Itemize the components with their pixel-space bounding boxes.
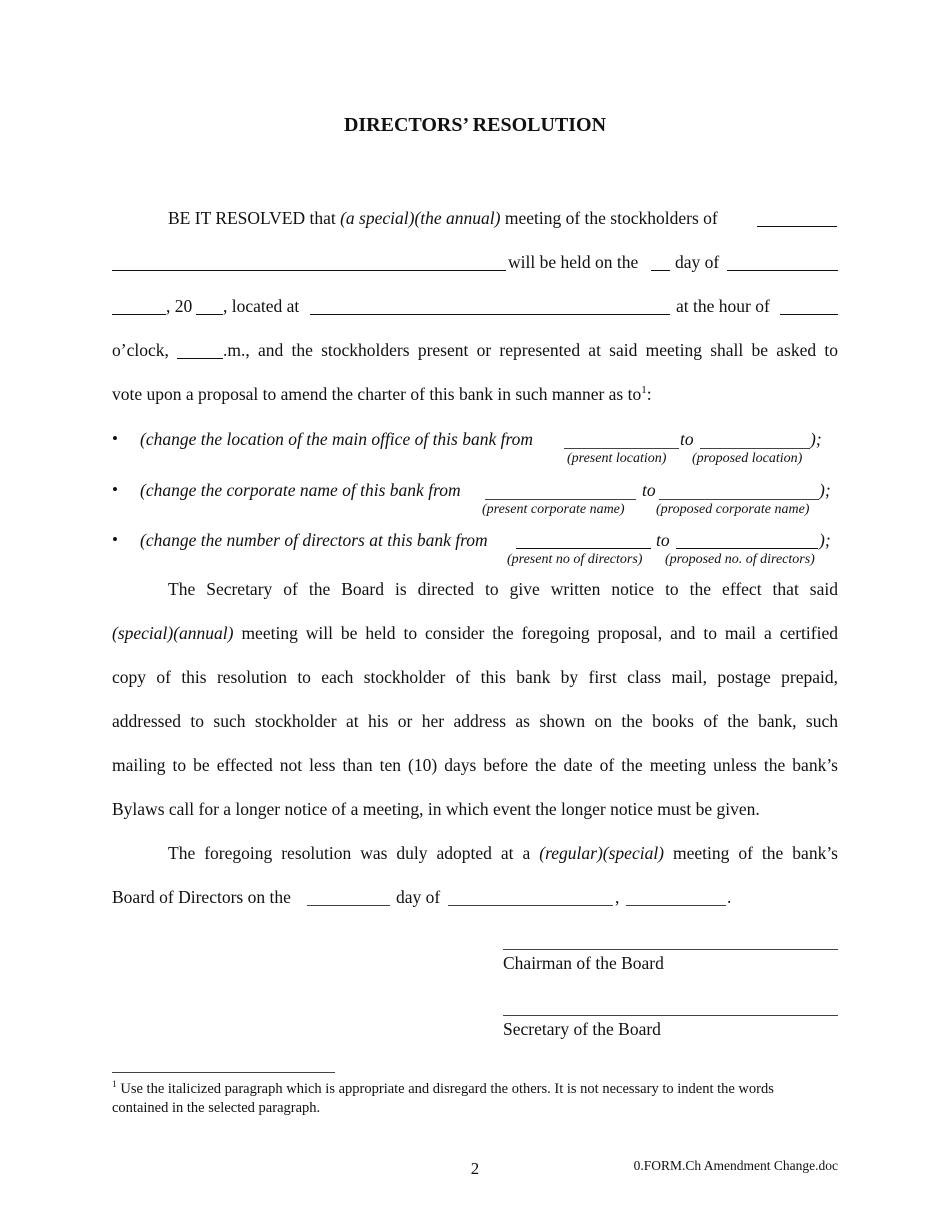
p1-l3b: , located at [223, 296, 300, 316]
caption-proposed-directors: (proposed no. of directors) [665, 552, 815, 567]
secretary-signature-line[interactable] [503, 1015, 838, 1016]
bullet-dot: • [112, 429, 118, 448]
p1-l3c: at the hour of [676, 296, 770, 316]
am-pm-blank[interactable] [177, 358, 223, 359]
proposed-directors-blank[interactable] [676, 548, 818, 549]
p1-line1 [168, 208, 718, 229]
present-name-blank[interactable] [485, 499, 636, 500]
p3-l2a: Board of Directors on the [112, 887, 291, 907]
bullet-3-text: (change the number of directors at this bank from [140, 530, 488, 550]
location-blank[interactable] [310, 314, 670, 315]
bullet-dot: • [112, 530, 118, 549]
day-blank[interactable] [651, 270, 670, 271]
bullet-2-to: to [642, 480, 656, 500]
p1-l1c: meeting of the stockholders of [500, 208, 718, 228]
proposed-name-blank[interactable] [659, 499, 819, 500]
proposed-location-blank[interactable] [700, 448, 810, 449]
p1-l2a: will be held on the [508, 252, 639, 272]
p1-l1a: BE IT RESOLVED that [168, 208, 341, 228]
bullet-1-to: to [680, 429, 694, 449]
footer-filename: 0.FORM.Ch Amendment Change.doc [633, 1158, 838, 1173]
p3-l2b: day of [396, 887, 441, 907]
page-number: 2 [470, 1159, 480, 1178]
caption-present-name: (present corporate name) [482, 502, 625, 517]
p2-line1: The Secretary of the Board is directed to give written notice to the effect that said [168, 579, 838, 599]
caption-present-location: (present location) [567, 451, 667, 466]
caption-proposed-name: (proposed corporate name) [656, 502, 810, 517]
footnote-line1 [112, 1080, 774, 1098]
chairman-signature-line[interactable] [503, 949, 838, 950]
present-directors-blank[interactable] [516, 548, 651, 549]
hour-blank[interactable] [780, 314, 838, 315]
caption-proposed-location: (proposed location) [692, 451, 803, 466]
bullet-3-to: to [656, 530, 670, 550]
adopted-month-blank[interactable] [448, 905, 613, 906]
p1-l1b: (a special)(the annual) [340, 208, 501, 228]
chairman-label: Chairman of the Board [503, 953, 664, 973]
p3-l1b: (regular)(special) [539, 843, 665, 863]
p1-line5 [112, 384, 652, 405]
document-title: DIRECTORS’ RESOLUTION [343, 114, 607, 136]
adopted-day-blank[interactable] [307, 905, 390, 906]
bullet-1-text: (change the location of the main office of this bank from [140, 429, 534, 449]
bank-name-blank-1[interactable] [757, 226, 837, 227]
bullet-1-end: ); [810, 429, 822, 449]
footnote-ref: 1 [641, 384, 647, 397]
p1-l4b: .m., and the stockholders present or represented at said meeting shall be asked to [223, 340, 838, 360]
p1-l3a: , 20 [166, 296, 193, 316]
p3-l1c: meeting of the bank’s [664, 843, 838, 863]
p3-line1 [168, 843, 838, 864]
p2-l2a: (special)(annual) [112, 623, 234, 643]
p3-l2c: , [615, 887, 620, 907]
secretary-label: Secretary of the Board [503, 1019, 661, 1039]
p1-l2b: day of [675, 252, 720, 272]
footnote-separator [112, 1072, 335, 1073]
p2-line4: addressed to such stockholder at his or her address as shown on the books of the bank, such [112, 711, 838, 731]
adopted-year-blank[interactable] [626, 905, 726, 906]
p3-l1a: The foregoing resolution was duly adopted at a [168, 843, 540, 863]
p2-l2b: meeting will be held to consider the foregoing proposal, and to mail a certified [233, 623, 838, 643]
p1-l5b: : [646, 384, 652, 404]
footnote-text-1: Use the italicized paragraph which is appropriate and disregard the others. It is not necessary to indent the words [120, 1080, 774, 1097]
month-blank[interactable] [727, 270, 838, 271]
caption-present-directors: (present no of directors) [507, 552, 643, 567]
footnote-mark: 1 [112, 1080, 117, 1090]
p2-line6: Bylaws call for a longer notice of a meeting, in which event the longer notice must be given. [112, 799, 760, 819]
bullet-2-end: ); [819, 480, 831, 500]
p2-line5: mailing to be effected not less than ten (10) days before the date of the meeting unless the bank’s [112, 755, 838, 775]
p3-l2d: . [727, 887, 732, 907]
present-location-blank[interactable] [564, 448, 679, 449]
month-day-blank[interactable] [112, 314, 166, 315]
footnote-line2: contained in the selected paragraph. [112, 1100, 321, 1116]
p1-l4a: o’clock, [112, 340, 169, 360]
p1-l5a: vote upon a proposal to amend the charter of this bank in such manner as to [112, 384, 642, 404]
p2-line2 [112, 623, 838, 644]
bullet-3-end: ); [819, 530, 831, 550]
bullet-dot: • [112, 480, 118, 499]
year-blank[interactable] [196, 314, 223, 315]
bank-name-blank-2[interactable] [112, 270, 506, 271]
bullet-2-text: (change the corporate name of this bank from [140, 480, 461, 500]
p2-line3: copy of this resolution to each stockholder of this bank by first class mail, postage prepaid, [112, 667, 838, 687]
